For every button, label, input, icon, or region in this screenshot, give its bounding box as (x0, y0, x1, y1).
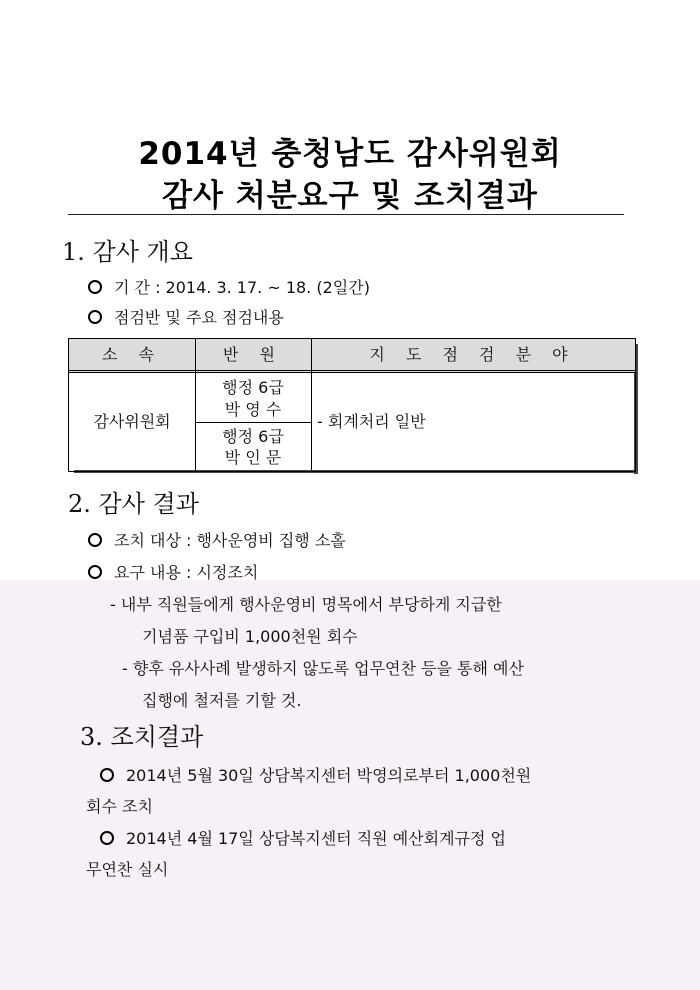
inspection-table (68, 338, 636, 472)
circle-bullet-icon (100, 831, 114, 845)
request-text: 요구 내용 : 시정조치 (114, 563, 259, 582)
team-text: 점검반 및 주요 점검내용 (114, 308, 284, 327)
document-title-line2: 감사 처분요구 및 조치결과 (162, 178, 538, 214)
result-item1-line1: - 내부 직원들에게 행사운영비 명목에서 부당하게 지급한 (110, 595, 502, 614)
title-divider (68, 214, 624, 215)
table-cell-member1-rank: 행정 6급 (222, 378, 284, 397)
section2-heading: 2. 감사 결과 (68, 490, 199, 518)
circle-bullet-icon (100, 768, 114, 782)
section3-item1 (100, 763, 531, 786)
section1-heading: 1. 감사 개요 (62, 238, 193, 266)
circle-bullet-icon (88, 533, 102, 547)
section1-period (88, 275, 370, 298)
period-text: 기 간 : 2014. 3. 17. ~ 18. (2일간) (114, 278, 370, 297)
section1-team (88, 305, 284, 328)
table-cell-member1-name: 박 영 수 (224, 400, 282, 419)
table-vline-2 (311, 339, 312, 470)
table-header-members: 반 원 (223, 345, 283, 364)
section3-item2 (100, 826, 506, 849)
table-header-field: 지 도 점 검 분 야 (369, 345, 576, 364)
document-title-line1: 2014년 충청남도 감사위원회 (138, 136, 562, 172)
section3-item2-line1: 2014년 4월 17일 상담복지센터 직원 예산회계규정 업 (126, 829, 506, 848)
table-cell-field: - 회계처리 일반 (317, 412, 426, 431)
section3-heading: 3. 조치결과 (80, 723, 204, 751)
table-cell-member2-name: 박 인 문 (224, 448, 282, 467)
table-member-divider (195, 422, 311, 423)
section3-item1-line2: 회수 조치 (86, 797, 153, 816)
circle-bullet-icon (88, 280, 102, 294)
circle-bullet-icon (88, 565, 102, 579)
result-item2-line2: 집행에 철저를 기할 것. (142, 691, 302, 710)
section3-item2-line2: 무연찬 실시 (86, 860, 169, 879)
section3-item1-line1: 2014년 5월 30일 상담복지센터 박영의로부터 1,000천원 (126, 766, 532, 785)
table-cell-org: 감사위원회 (93, 412, 171, 431)
section2-request (88, 560, 258, 583)
result-item2-line1: - 향후 유사사례 발생하지 않도록 업무연찬 등을 통해 예산 (122, 659, 524, 678)
result-item1-line2: 기념품 구입비 1,000천원 회수 (142, 627, 358, 646)
circle-bullet-icon (88, 310, 102, 324)
table-header-org: 소 속 (102, 345, 162, 364)
table-header-row (69, 339, 635, 373)
table-cell-member2-rank: 행정 6급 (222, 427, 284, 446)
section2-target (88, 528, 346, 551)
target-text: 조치 대상 : 행사운영비 집행 소홀 (114, 531, 346, 550)
